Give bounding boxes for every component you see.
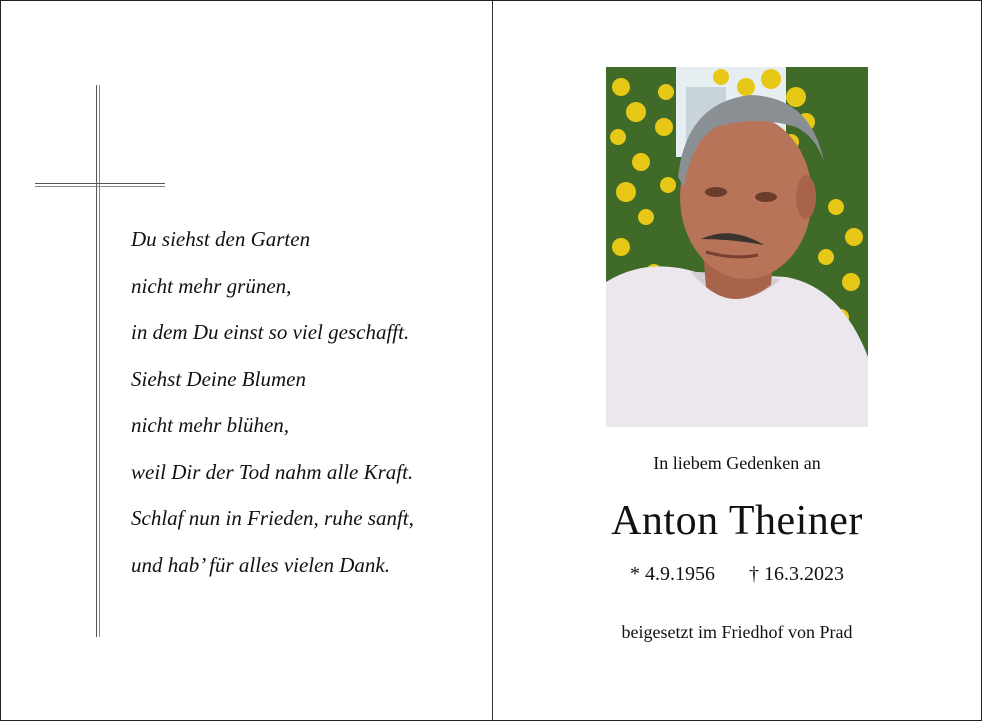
deceased-name: Anton Theiner [611,498,863,544]
poem-line: Siehst Deine Blumen [131,366,306,391]
poem-line: Du siehst den Garten [131,227,311,251]
portrait-photo [606,67,868,427]
poem [131,229,491,601]
poem-line: und hab’ für alles vielen Dank. [131,552,390,577]
life-dates [493,563,981,586]
card-fold-line [492,1,493,720]
poem-line: nicht mehr grünen, [131,273,292,298]
burial-place: beigesetzt im Friedhof von Prad [621,622,853,642]
death-date: † 16.3.2023 [749,563,844,585]
memorial-intro: In liebem Gedenken an [653,453,821,473]
poem-line: in dem Du einst so viel geschafft. [131,320,410,344]
poem-line: weil Dir der Tod nahm alle Kraft. [131,459,414,484]
poem-line: Schlaf nun in Frieden, ruhe sanft, [131,506,414,530]
birth-date: * 4.9.1956 [630,563,715,585]
poem-line: nicht mehr blühen, [131,413,290,437]
